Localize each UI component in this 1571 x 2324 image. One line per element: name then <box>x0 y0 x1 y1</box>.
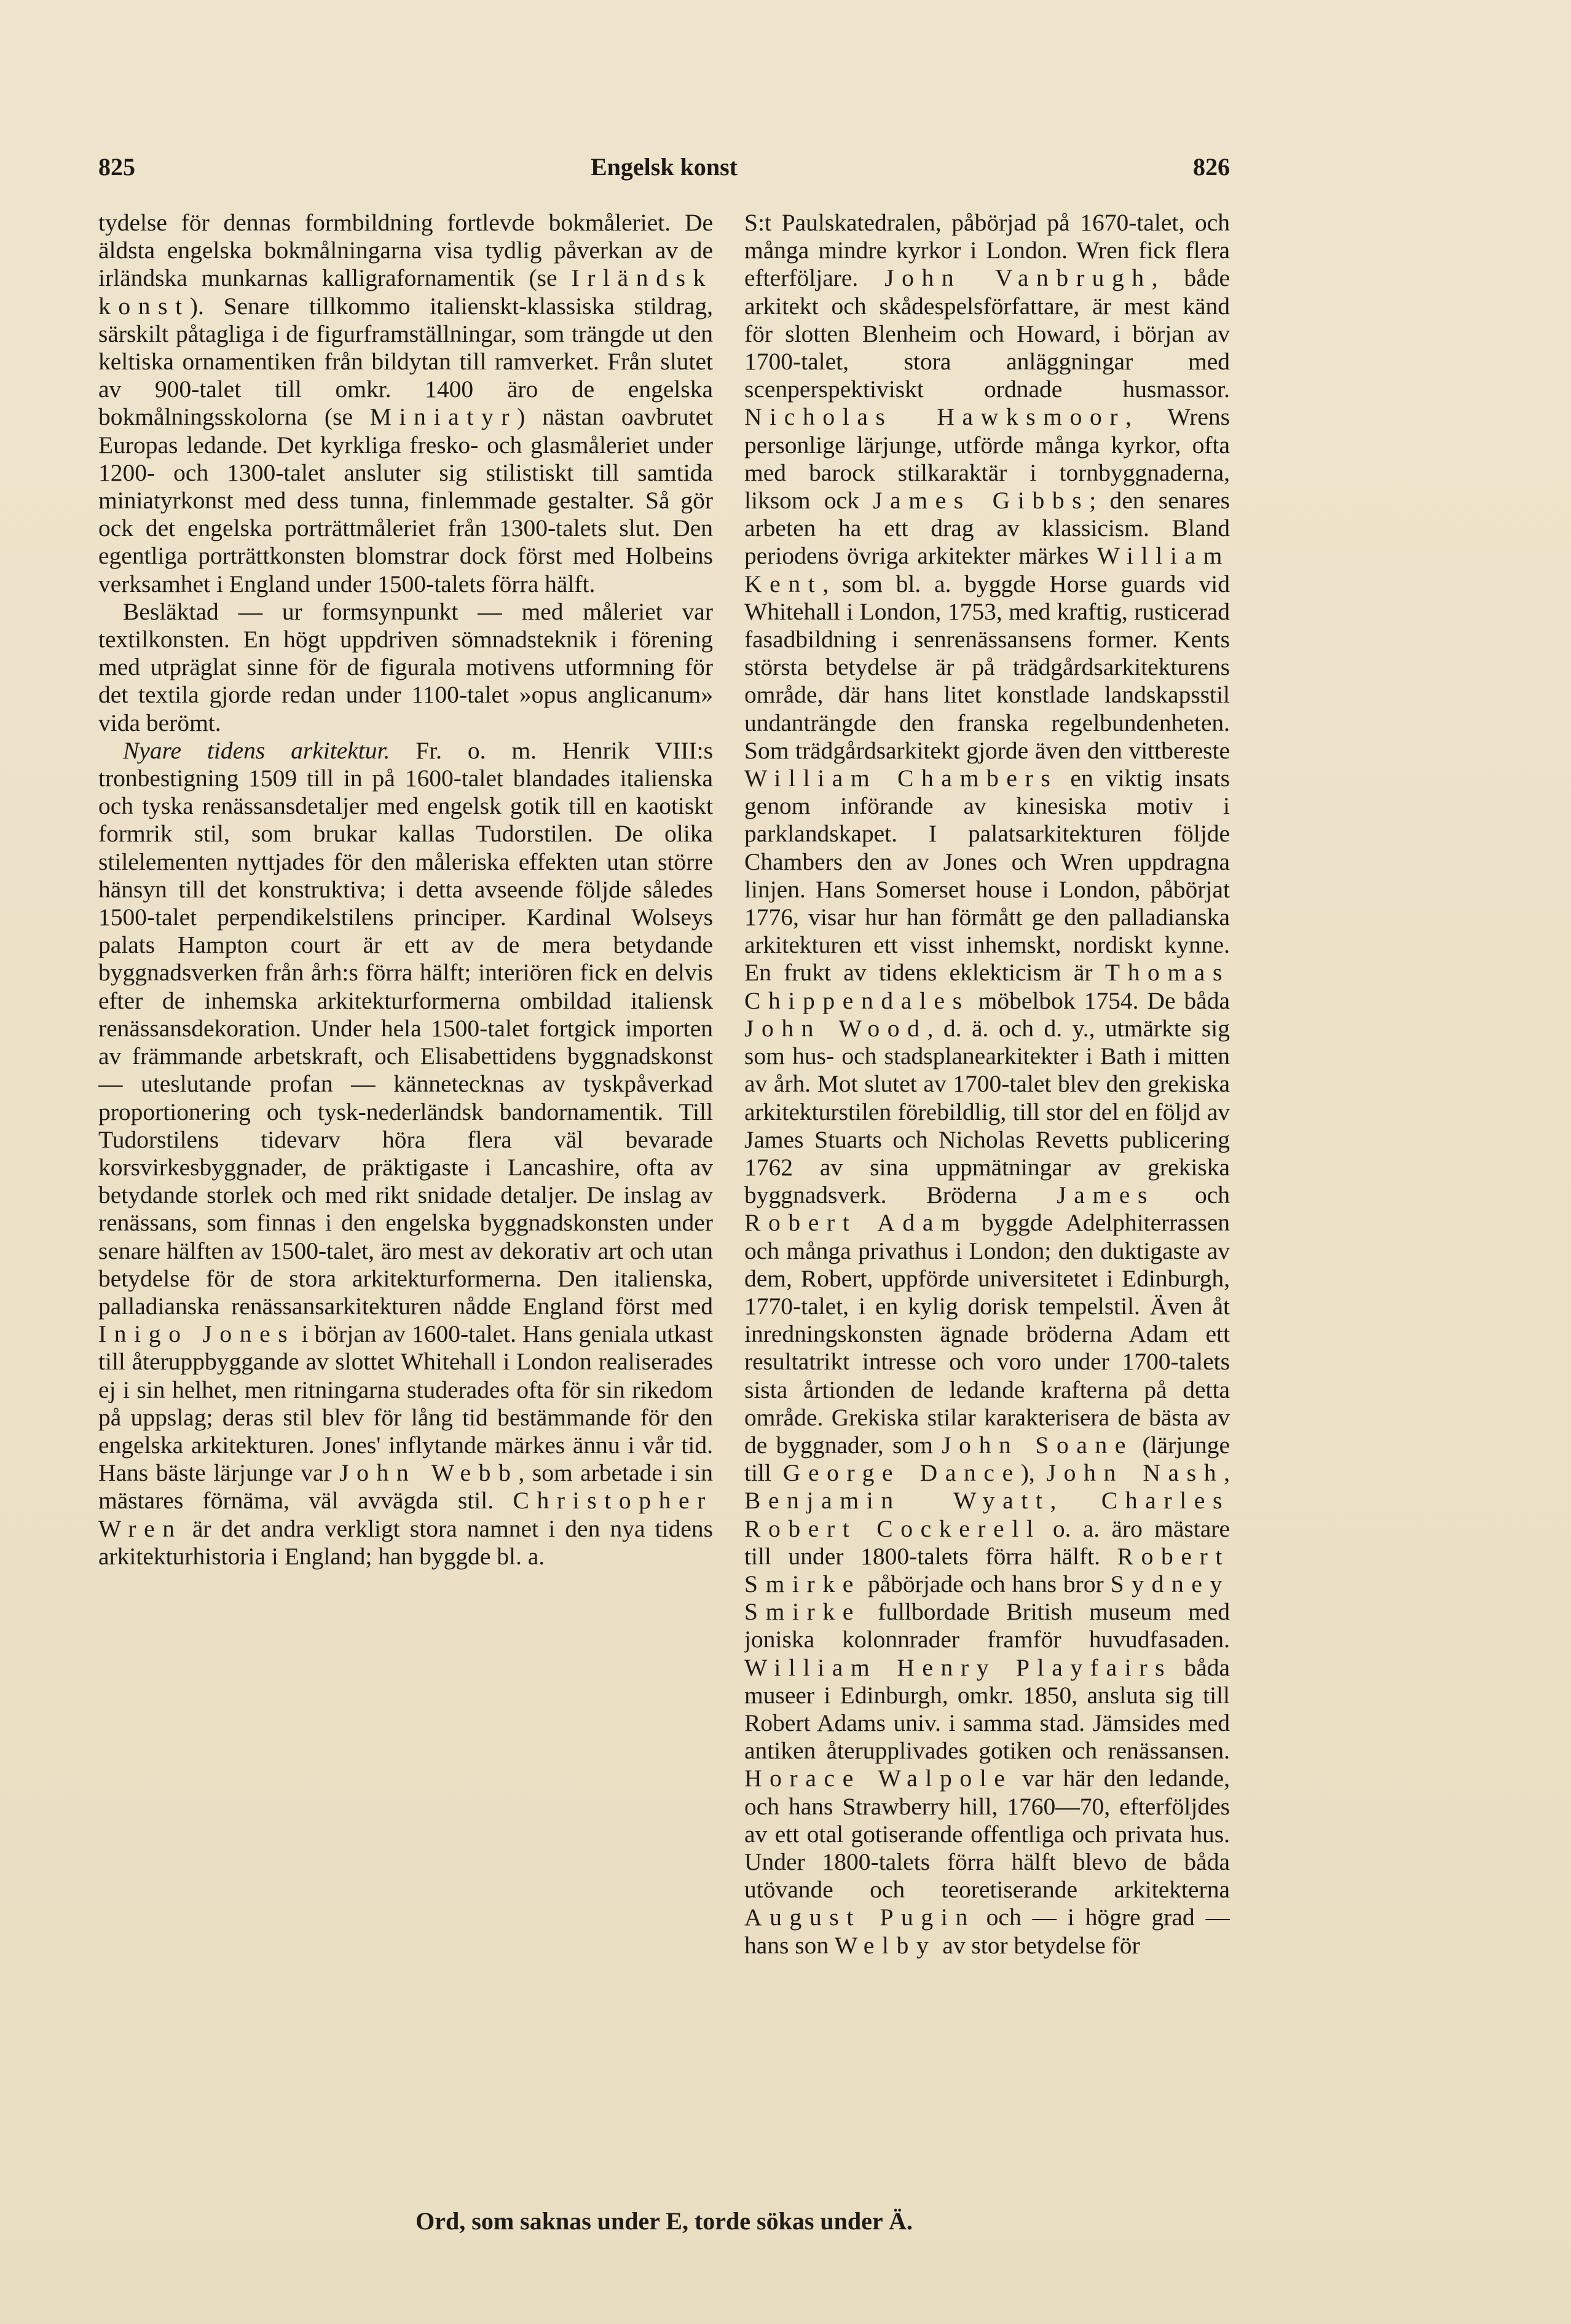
cross-reference: Miniatyr <box>369 403 518 431</box>
person-name: Inigo Jones <box>98 1320 296 1348</box>
page-header <box>98 152 1230 195</box>
text-run: , som arbetade i sin mästares förnäma, väl avvägda stil. <box>98 1459 713 1515</box>
right-column <box>744 209 1230 2194</box>
person-name: William Chambers <box>744 765 1058 792</box>
person-name: Charles Robert Cockerell <box>744 1487 1230 1542</box>
text-run: är det andra verkligt stora namnet i den nya tidens arkitekturhistoria i England; han byggde bl. a. <box>98 1515 713 1570</box>
person-name: Robert Adam <box>744 1209 968 1237</box>
text-run: o. a. äro mästare till under 1800-talets förra hälft. <box>744 1515 1230 1570</box>
text-run: av stor betydelse för <box>936 1931 1140 1959</box>
text-run: ), <box>1020 1459 1047 1487</box>
text-run: och — i högre grad — hans son <box>744 1904 1230 1959</box>
text-run: båda museer i Edinburgh, omkr. 1850, ansluta sig till Robert Adams univ. i samma stad. Jämsides med antiken återupplivades gotiken och renässansen. <box>744 1653 1230 1765</box>
text-run: påbörjade och hans bror <box>860 1570 1111 1597</box>
text-run: , d. ä. och d. y., utmärkte sig som hus- och stadsplanearkitekter i Bath i mitten av årh. Mot slutet av 1700-talet blev den grekiska arkitekturstilen förebildlig, till stor del en följd av James Stuarts och Nicholas Revetts publicering 1762 av sina uppmätningar av grekiska byggnadsverk. Bröderna <box>744 1014 1230 1209</box>
person-name: John Nash <box>1046 1459 1224 1487</box>
person-name: Sydney Smirke <box>744 1570 1230 1626</box>
text-run: ). Senare tillkommo italienskt-klassiska stildrag, särskilt påtagliga i de figurframställningar, som trängde ut den keltiska ornamentiken från bildytan till ramverket. Från slutet av 900-talet till omkr. 1400 äro de engelska bokmålningsskolorna (se <box>98 292 713 431</box>
person-name: William Henry Playfairs <box>744 1653 1173 1681</box>
running-title: Engelsk konst <box>591 153 738 181</box>
cross-reference: Irländsk konst <box>98 264 713 320</box>
person-name: James <box>1057 1181 1156 1209</box>
text-run: Fr. o. m. Henrik VIII:s tronbestigning 1509 till in på 1600-talet blandades italienska och tyska renässansdetaljer med engelsk gotik till en kaotiskt formrik stil, som brukar kallas Tudorstilen. De olika stilelementen nyttjades för den måleriska effekten utan större hänsyn till det konstruktiva; i detta avseende följde således 1500-talet perpendikelstilens principer. Kardinal Wolseys palats Hampton court är ett av de mera betydande byggnadsverken från årh:s förra hälft; interiören fick en delvis efter de inhemska arkitekturformerna ombildad italiensk renässansdekoration. Under hela 1500-talet fortgick importen av främmande arbetskraft, och Elisabettidens byggnadskonst — uteslutande profan — kännetecknas av tyskpåverkad proportionering och tysk-nederländsk bandornamentik. Till Tudorstilens tidevarv höra flera väl bevarade korsvirkesbyggnader, de präktigaste i Lancashire, ofta av betydande storlek och med rikt snidade detaljer. De inslag av renässans, som finnas i den engelska byggnadskonsten under senare hälften av 1500-talet, äro mest av dekorativ art och utan betydelse för de stora arkitekturformerna. Den italienska, palladianska renässansarkitekturen nådde England först med <box>98 736 713 1320</box>
person-name: Robert Smirke <box>744 1542 1230 1597</box>
text-run: , både arkitekt och skådespelsförfattare, är mest känd för slotten Blenheim och Howard, i början av 1700-talet, stora anläggningar med scenperspektiviskt ordnade husmassor. <box>744 264 1230 403</box>
text-run: var här den ledande, och hans Strawberry hill, 1760—70, efterföljdes av ett otal gotiserande offentliga och privata hus. Under 1800-talets förra hälft blevo de båda utövande och teoretiserande arkitekterna <box>744 1765 1230 1904</box>
person-name: James Gibbs <box>873 487 1090 514</box>
paragraph <box>98 209 713 598</box>
paragraph: Besläktad — ur formsynpunkt — med måleriet var textilkonsten. En högt uppdriven sömnadsteknik i förening med utpräglat sinne för de figurala motivens utformning för det textila gjorde redan under 1100-talet »opus anglicanum» vida berömt. <box>98 597 713 736</box>
person-name: William Kent <box>744 542 1230 597</box>
person-name: John Wood <box>744 1014 927 1042</box>
text-run: en viktig insats genom införande av kinesiska motiv i parklandskapet. I palatsarkitekturen följde Chambers den av Jones och Wren uppdragna linjen. Hans Somerset house i London, påbörjat 1776, visar hur han förmått ge den palladianska arkitekturen ett visst inhemskt, nordiskt kynne. En frukt av tidens eklekticism är <box>744 765 1230 987</box>
person-name: Horace Walpole <box>744 1765 1013 1792</box>
page-number-right: 826 <box>1193 153 1230 181</box>
person-name: Welby <box>835 1931 937 1959</box>
person-name: John Webb <box>339 1459 519 1487</box>
page-number-left: 825 <box>98 153 135 181</box>
text-run: möbelbok 1754. De båda <box>969 987 1230 1014</box>
person-name: John Soane <box>942 1431 1134 1459</box>
text-run: , <box>1224 1459 1230 1487</box>
person-name: August Pugin <box>744 1904 975 1931</box>
paragraph <box>98 737 713 1570</box>
person-name: George Dance <box>782 1459 1021 1487</box>
left-column <box>98 209 713 2194</box>
text-run: , som bl. a. byggde Horse guards vid Whitehall i London, 1753, med kraftig, rusticerad fasadbildning i senrenässansens former. Kents största betydelse är på trädgårdsarkitekturens område, där hans litet konstlade landskapsstil undanträngde den franska regelbundenheten. Som trädgårdsarkitekt gjorde även den vittbereste <box>744 570 1230 764</box>
person-name: Nicholas Hawksmoor <box>744 403 1126 431</box>
text-run: ; den senares arbeten ha ett drag av klassicism. Bland periodens övriga arkitekter märkes <box>744 487 1230 570</box>
footer-note: Ord, som saknas under E, torde sökas under Ä. <box>415 2207 913 2235</box>
text-run: tydelse för dennas formbildning fortlevde bokmåleriet. De äldsta engelska bokmålningarna visa tydlig påverkan av de irländska munkarnas kalligrafornamentik (se <box>98 209 713 292</box>
text-run: (lärjunge till <box>744 1431 1230 1487</box>
text-run: och <box>1155 1181 1230 1209</box>
text-run: i början av 1600-talet. Hans geniala utkast till återuppbyggande av slottet Whitehall i London realiserades ej i sin helhet, men ritningarna studerades ofta för sin rikedom på uppslag; deras stil blev för lång tid bestämmande för den engelska arkitekturen. Jones' inflytande märkes ännu i vår tid. Hans bäste lärjunge var <box>98 1320 713 1487</box>
person-name: Thomas Chippendales <box>744 959 1230 1014</box>
text-run: , <box>1050 1487 1101 1515</box>
paragraph <box>744 209 1230 1960</box>
text-run: fullbordade British museum med joniska kolonnrader framför huvudfasaden. <box>744 1598 1230 1653</box>
text-run: S:t Paulskatedralen, påbörjad på 1670-talet, och många mindre kyrkor i London. Wren fick flera efterföljare. <box>744 209 1230 292</box>
person-name: Christopher Wren <box>98 1487 713 1542</box>
text-run: byggde Adelphiterrassen och många privathus i London; den duktigaste av dem, Robert, uppförde universitetet i Edinburgh, 1770-talet, i en kylig dorisk tempelstil. Även åt inredningskonsten ägnade bröderna Adam ett resultatrikt intresse och voro under 1700-talets sista årtionden de ledande krafterna på detta område. Grekiska stilar karakterisera de bästa av de byggnader, som <box>744 1209 1230 1459</box>
person-name: John Vanbrugh <box>884 264 1152 292</box>
section-heading: Nyare tidens arkitektur. <box>123 736 390 764</box>
person-name: Benjamin Wyatt <box>744 1487 1050 1515</box>
text-run: , Wrens personlige lärjunge, utförde många kyrkor, ofta med barock stilkaraktär i tornbyggnaderna, liksom ock <box>744 403 1230 514</box>
text-run: ) nästan oavbrutet Europas ledande. Det kyrkliga fresko- och glasmåleriet under 1200- och 1300-talet ansluter sig stilistiskt till samtida miniatyrkonst med dess tunna, finlemmade gestalter. Så gör ock det engelska porträttmåleriet från 1300-talets slut. Den egentliga porträttkonsten blomstrar dock först med Holbeins verksamhet i England under 1500-talets förra hälft. <box>98 403 713 597</box>
